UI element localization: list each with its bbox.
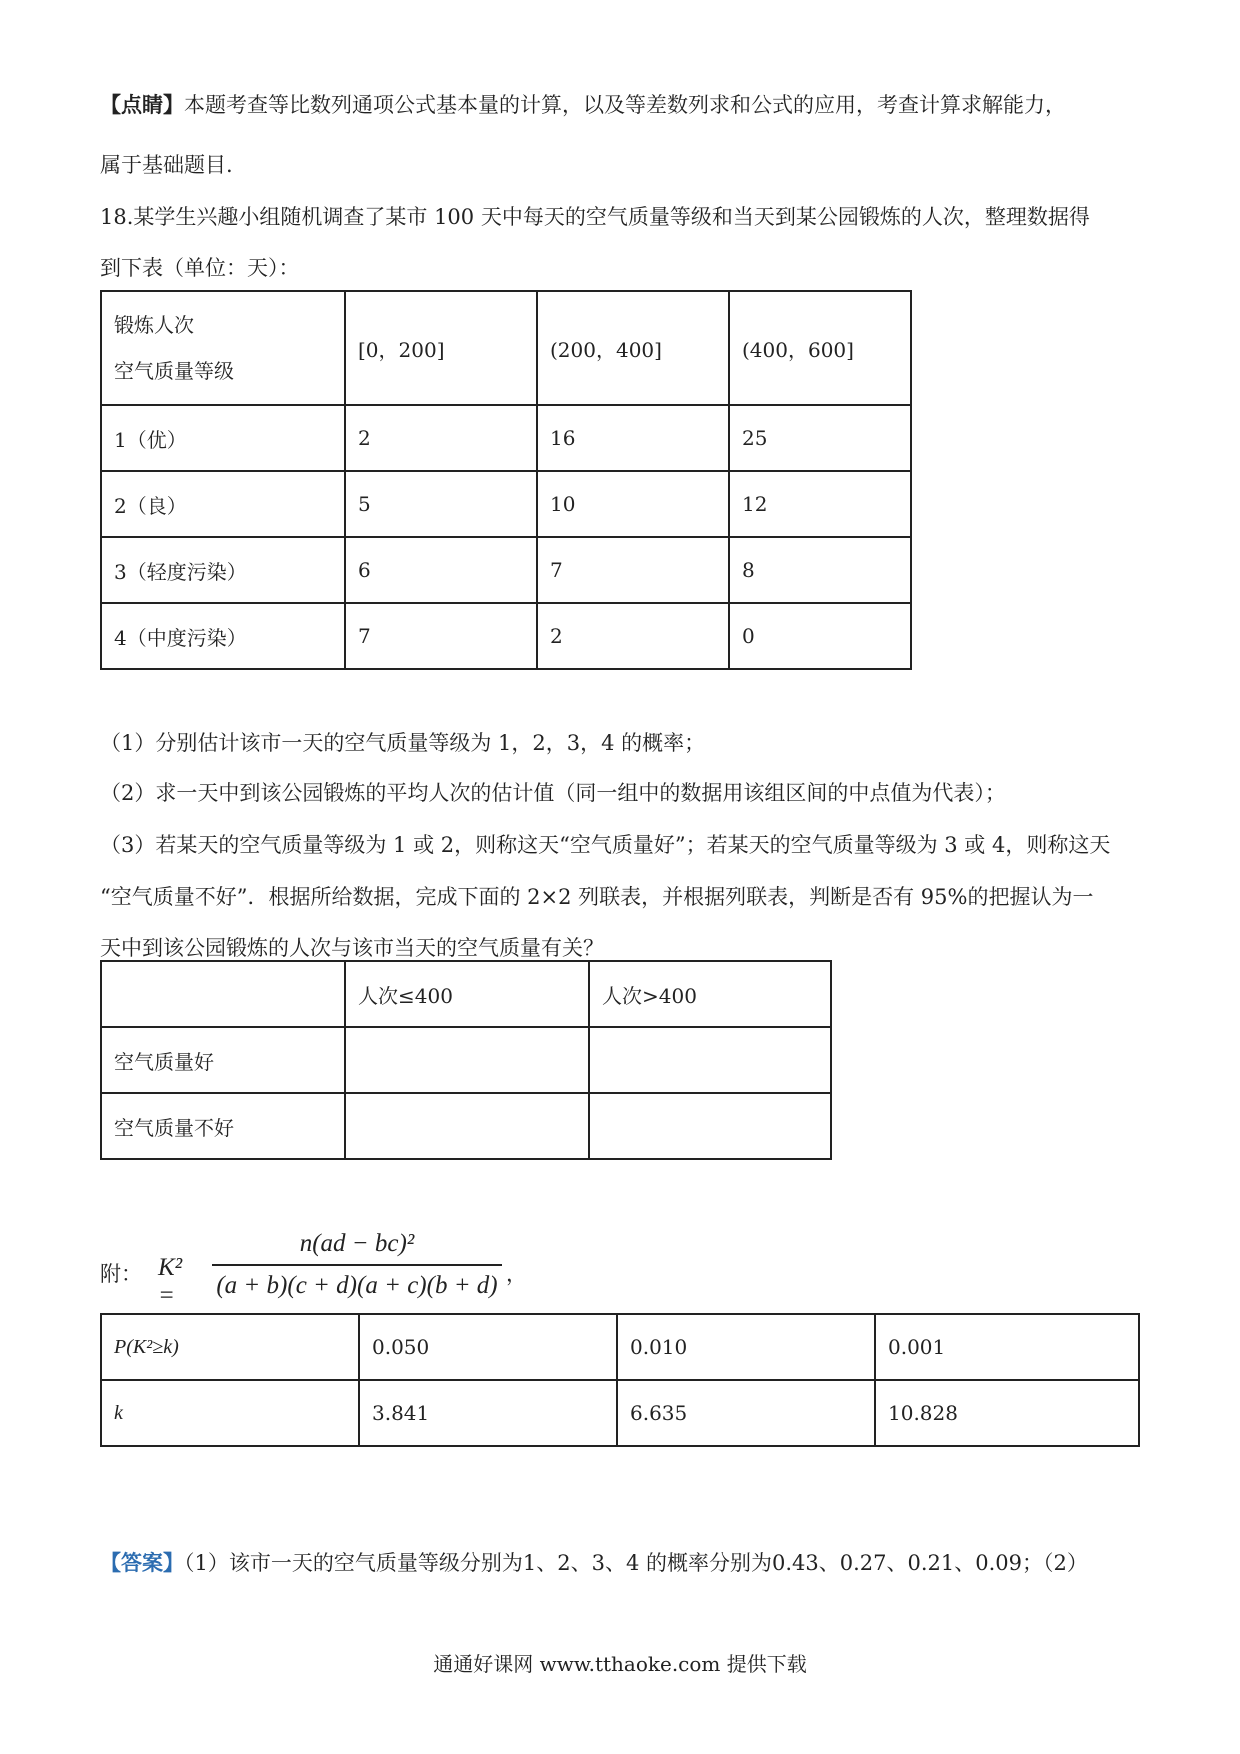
table-header-row <box>101 291 911 405</box>
fraction-bar <box>212 1264 502 1266</box>
table-cell: 0 <box>729 603 911 669</box>
question-1: （1）分别估计该市一天的空气质量等级为 1，2，3，4 的概率； <box>100 731 706 755</box>
row-label: 空气质量好 <box>101 1027 345 1093</box>
formula-denominator: (a + b)(c + d)(a + c)(b + d) <box>216 1272 498 1299</box>
table-cell: 16 <box>537 405 729 471</box>
row-label: 3（轻度污染） <box>101 537 345 603</box>
column-header: (400，600] <box>729 291 911 405</box>
column-header: (200，400] <box>537 291 729 405</box>
row-label: 2（良） <box>101 471 345 537</box>
table-cell: 8 <box>729 537 911 603</box>
row-label: 4（中度污染） <box>101 603 345 669</box>
answer-tag: 【答案】 <box>100 1550 184 1575</box>
table-cell: 12 <box>729 471 911 537</box>
comment-line-1 <box>100 90 1066 120</box>
table-cell: 5 <box>345 471 537 537</box>
column-header: 人次≤400 <box>345 961 589 1027</box>
row-label: k <box>101 1380 359 1446</box>
row-label: P(K²≥k) <box>101 1314 359 1380</box>
header-bottom-label: 空气质量等级 <box>114 359 234 383</box>
question-3-line-3: 天中到该公园锻炼的人次与该市当天的空气质量有关？ <box>100 936 604 960</box>
table-header-corner <box>101 961 345 1027</box>
table-cell: 0.001 <box>875 1314 1139 1380</box>
question-2: （2）求一天中到该公园锻炼的平均人次的估计值（同一组中的数据用该组区间的中点值为代表）； <box>100 781 1006 805</box>
table-row <box>101 471 911 537</box>
table-cell: 2 <box>537 603 729 669</box>
formula-numerator: n(ad − bc)² <box>299 1230 415 1257</box>
question-3-line-1: （3）若某天的空气质量等级为 1 或 2，则称这天“空气质量好”；若某天的空气质量等级为 3 或 4，则称这天 <box>100 833 1111 857</box>
table-cell: 7 <box>537 537 729 603</box>
table-cell: 6.635 <box>617 1380 875 1446</box>
row-label: 空气质量不好 <box>101 1093 345 1159</box>
table-cell: 3.841 <box>359 1380 617 1446</box>
formula-suffix: ， <box>506 1262 527 1286</box>
table-cell <box>589 1027 831 1093</box>
contingency-table <box>100 960 832 1160</box>
table-header-corner <box>101 291 345 405</box>
answer-text: （1）该市一天的空气质量等级分别为1、2、3、4 的概率分别为0.43、0.27、0.21、0.09；（2） <box>184 1551 1088 1575</box>
table-header-row <box>101 961 831 1027</box>
table-row <box>101 405 911 471</box>
table-cell: 0.010 <box>617 1314 875 1380</box>
problem-line-2: 到下表（单位：天）： <box>100 256 300 280</box>
problem-line-1: 18.某学生兴趣小组随机调查了某市 100 天中每天的空气质量等级和当天到某公园锻炼的人次，整理数据得 <box>100 205 1090 229</box>
table-cell: 10.828 <box>875 1380 1139 1446</box>
critical-value-table <box>100 1313 1140 1447</box>
data-table <box>100 290 912 670</box>
comment-tag: 【点睛】 <box>100 92 184 117</box>
table-row <box>101 537 911 603</box>
page-footer: 通通好课网 www.tthaoke.com 提供下载 <box>433 1652 807 1676</box>
table-cell: 10 <box>537 471 729 537</box>
row-label: 1（优） <box>101 405 345 471</box>
table-cell <box>345 1093 589 1159</box>
table-row <box>101 1314 1139 1380</box>
table-row <box>101 1380 1139 1446</box>
table-cell: 25 <box>729 405 911 471</box>
header-top-label: 锻炼人次 <box>114 313 194 337</box>
column-header: [0，200] <box>345 291 537 405</box>
comment-text-1: 本题考查等比数列通项公式基本量的计算，以及等差数列求和公式的应用，考查计算求解能力， <box>184 93 1066 117</box>
table-cell: 0.050 <box>359 1314 617 1380</box>
table-cell <box>345 1027 589 1093</box>
question-3-line-2: “空气质量不好”．根据所给数据，完成下面的 2×2 列联表，并根据列联表，判断是否有 95%的把握认为一 <box>100 885 1094 909</box>
column-header: 人次>400 <box>589 961 831 1027</box>
table-cell: 6 <box>345 537 537 603</box>
table-row <box>101 1093 831 1159</box>
table-cell <box>589 1093 831 1159</box>
table-cell: 2 <box>345 405 537 471</box>
table-row <box>101 1027 831 1093</box>
table-row <box>101 603 911 669</box>
table-cell: 7 <box>345 603 537 669</box>
formula-lhs: K² = <box>158 1254 183 1309</box>
formula-prefix: 附： <box>100 1262 142 1286</box>
answer-line <box>100 1548 1088 1578</box>
comment-line-2: 属于基础题目. <box>100 153 233 177</box>
